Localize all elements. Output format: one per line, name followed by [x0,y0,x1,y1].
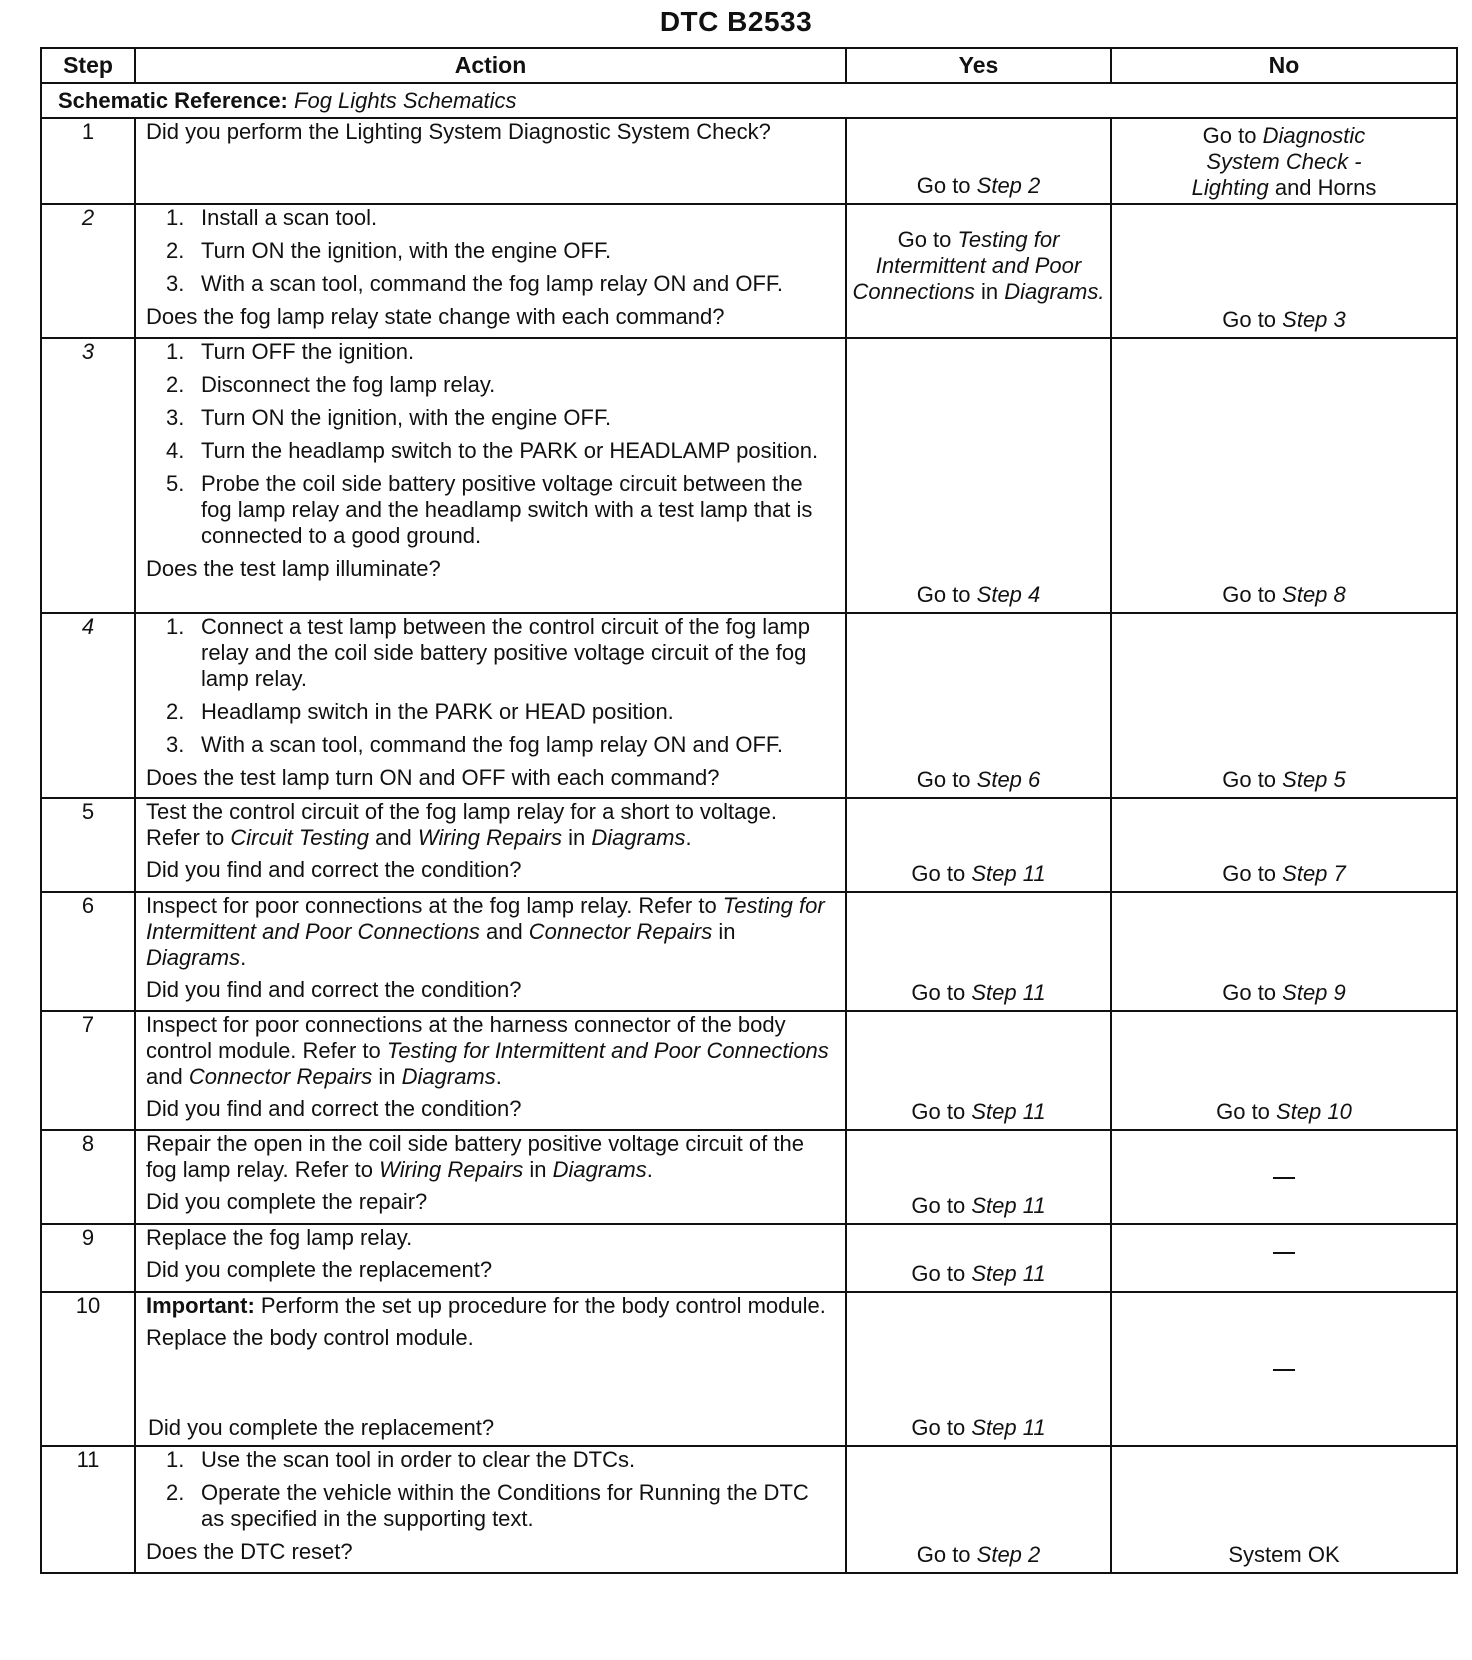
system-ok-text: System OK [1228,1542,1340,1567]
schematic-reference-label: Schematic Reference: [58,87,288,113]
goto-text: Go to [911,861,972,886]
goto-step-link: Step 9 [1282,980,1346,1005]
step-number [41,613,135,798]
reference-link: Wiring Repairs [379,1157,524,1182]
step-number-text: 3 [81,339,95,364]
goto-link: Lighting [1191,175,1269,200]
step-no [1111,892,1457,1011]
goto-step-link: Step 2 [976,173,1041,198]
step-action [135,338,846,613]
instruction-item: 2. Headlamp switch in the PARK or HEAD position. [166,699,674,724]
step-no [1111,1130,1457,1224]
step-question: Did you find and correct the condition? [146,1096,522,1121]
instruction-text: and [368,825,418,850]
instruction-text: Connect a test lamp between the control circuit of the fog lamp relay and the coil side battery positive voltage circuit of the fog lamp relay. [201,614,810,691]
step-number [41,204,135,338]
step-yes [846,204,1111,338]
instruction-item: 2. Turn ON the ignition, with the engine OFF. [166,238,612,263]
step-question: Did you find and correct the condition? [146,857,522,882]
instruction-text: Inspect for poor connections at the fog lamp relay. Refer to [146,893,723,918]
step-number-text: 4 [81,614,95,639]
goto-text: Go to [916,173,977,198]
instruction-text: Turn ON the ignition, with the engine OFF. [201,238,612,263]
step-question: Did you complete the repair? [146,1189,428,1214]
instruction-text: . [685,825,692,850]
step-no [1111,118,1457,204]
not-applicable-dash [1273,1177,1295,1179]
instruction-item: 3. With a scan tool, command the fog lamp relay ON and OFF. [166,271,784,296]
step-row-9 [41,1224,1457,1292]
step-yes [846,1011,1111,1130]
step-yes [846,1446,1111,1573]
goto-step-link: Step 11 [971,861,1046,886]
header-no: No [1111,48,1457,83]
page-title: DTC B2533 [659,6,813,37]
instruction-item: 2. Operate the vehicle within the Conditions for Running the DTC as specified in the supporting text. [166,1480,809,1531]
goto-link: Intermittent and Poor [875,252,1082,278]
goto-text: Go to [911,1261,972,1286]
step-number: 11 [41,1446,135,1573]
schematic-reference-row [41,83,1457,118]
goto-text: Go to [916,767,977,792]
reference-link: Diagrams [591,825,686,850]
goto-step-link: Step 10 [1276,1099,1352,1124]
step-number: 7 [41,1011,135,1130]
goto-step-link: Step 5 [1282,767,1346,792]
goto-link: Testing for [957,226,1060,252]
step-instructions [146,339,835,549]
step-instruction [146,1012,835,1090]
instruction-text: Repair the open in the coil side battery positive voltage circuit of the fog lamp relay. Refer to [146,1131,804,1182]
step-instructions [146,614,835,758]
step-question: Did you find and correct the condition? [146,977,522,1002]
step-question: Did you complete the replacement? [148,1415,495,1440]
step-no [1111,1446,1457,1573]
goto-step-link: Step 11 [971,980,1046,1005]
step-row-2 [41,204,1457,338]
instruction-text: Inspect for poor connections at the harness connector of the body control module. Refer to [146,1012,786,1063]
step-question: Did you perform the Lighting System Diagnostic System Check? [146,119,771,144]
instruction-text: Operate the vehicle within the Conditions for Running the DTC as specified in the supporting text. [201,1480,809,1531]
instruction-text: Turn OFF the ignition. [201,339,415,364]
goto-link: System Check - [1206,149,1362,174]
goto-step-link: Step 4 [976,582,1041,607]
step-question: Does the fog lamp relay state change with each command? [146,304,725,329]
goto-text: Go to [1222,767,1283,792]
step-row-1 [41,118,1457,204]
goto-text: Go to [897,226,958,252]
step-row-4 [41,613,1457,798]
step-action [135,1224,846,1292]
not-applicable-dash [1273,1252,1295,1254]
important-note [146,1293,835,1319]
important-label: Important: [146,1293,255,1318]
step-no [1111,338,1457,613]
instruction-text: in [561,825,592,850]
step-question: Did you complete the replacement? [146,1257,493,1282]
step-no [1111,204,1457,338]
step-action [135,798,846,892]
step-action [135,204,846,338]
diagnostic-table [40,47,1458,1574]
instruction-text: Turn the headlamp switch to the PARK or HEADLAMP position. [201,438,819,463]
schematic-reference [41,83,1457,118]
step-instructions [146,1447,835,1532]
reference-link: Diagrams [146,945,241,970]
instruction-item: 5. Probe the coil side battery positive voltage circuit between the fog lamp relay and the headlamp switch with a test lamp that is connected to a good ground. [166,471,813,548]
goto-text: Go to [911,1099,972,1124]
goto-text: Go to [1222,861,1283,886]
instruction-text: Test the control circuit of the fog lamp relay for a short to voltage. Refer to [146,799,777,850]
step-number: 5 [41,798,135,892]
goto-text: Go to [1222,980,1283,1005]
reference-link: Testing for Intermittent and Poor Connections [146,893,825,944]
instruction-text: in [523,1157,553,1182]
instruction-item: 1. Connect a test lamp between the control circuit of the fog lamp relay and the coil side battery positive voltage circuit of the fog lamp relay. [166,614,810,691]
step-row-10 [41,1292,1457,1446]
goto-text: Go to [916,582,977,607]
goto-link: Diagrams. [1004,278,1105,304]
instruction-text: Use the scan tool in order to clear the DTCs. [201,1447,636,1472]
step-number-text: 2 [81,205,95,230]
goto-text: Go to [911,980,972,1005]
step-action [135,1292,846,1446]
instruction-text: Turn ON the ignition, with the engine OFF. [201,405,612,430]
reference-link: Testing for Intermittent and Poor Connections [386,1038,829,1063]
step-action [135,613,846,798]
instruction-item: 1. Turn OFF the ignition. [166,339,415,364]
step-instruction [146,893,835,971]
instruction-text: Headlamp switch in the PARK or HEAD position. [201,699,674,724]
goto-text: Go to [1222,307,1283,332]
goto-step-link: Step 2 [976,1542,1041,1567]
step-no [1111,798,1457,892]
goto-text: Go to [1222,582,1283,607]
reference-link: Connector Repairs [528,919,713,944]
header-yes: Yes [846,48,1111,83]
goto-step-link: Step 6 [976,767,1041,792]
step-number: 1 [41,118,135,204]
step-instructions [146,205,835,297]
step-no [1111,1224,1457,1292]
instruction-text: in [372,1064,402,1089]
step-no [1111,1292,1457,1446]
step-action [135,892,846,1011]
header-step: Step [41,48,135,83]
goto-step-link: Step 11 [971,1193,1046,1218]
step-instruction: Replace the body control module. [146,1325,474,1350]
instruction-item: 4. Turn the headlamp switch to the PARK or HEADLAMP position. [166,438,819,463]
step-yes [846,118,1111,204]
step-question: Does the test lamp turn ON and OFF with each command? [146,765,720,790]
instruction-text: and [479,919,529,944]
step-yes [846,613,1111,798]
reference-link: Diagrams [401,1064,496,1089]
step-no [1111,1011,1457,1130]
goto-link: Diagnostic [1262,123,1366,148]
goto-text: Go to [911,1193,972,1218]
step-yes [846,892,1111,1011]
step-yes [846,1130,1111,1224]
step-row-6 [41,892,1457,1011]
goto-text: Go to [1202,123,1263,148]
goto-text: Go to [1216,1099,1277,1124]
instruction-item: 3. Turn ON the ignition, with the engine OFF. [166,405,612,430]
step-row-3 [41,338,1457,613]
step-row-11 [41,1446,1457,1573]
instruction-text: Disconnect the fog lamp relay. [201,372,496,397]
step-yes [846,338,1111,613]
instruction-item: 3. With a scan tool, command the fog lamp relay ON and OFF. [166,732,784,757]
reference-link: Connector Repairs [188,1064,373,1089]
step-number: 9 [41,1224,135,1292]
reference-link: Wiring Repairs [417,825,562,850]
instruction-text: . [240,945,247,970]
goto-step-link: Step 11 [971,1099,1046,1124]
goto-step-link: Step 11 [971,1261,1046,1286]
step-action [135,1446,846,1573]
step-action [135,1130,846,1224]
step-instruction [146,1131,835,1183]
step-number: 6 [41,892,135,1011]
step-row-8 [41,1130,1457,1224]
instruction-text: in [712,919,736,944]
schematic-reference-link: Fog Lights Schematics [294,87,517,113]
step-yes [846,1292,1111,1446]
step-number: 10 [41,1292,135,1446]
step-yes [846,1224,1111,1292]
goto-link: Connections [852,278,975,304]
step-action [135,118,846,204]
not-applicable-dash [1273,1369,1295,1371]
header-action: Action [135,48,846,83]
goto-step-link: Step 7 [1282,861,1346,886]
instruction-item: 1. Use the scan tool in order to clear the DTCs. [166,1447,636,1472]
reference-link: Circuit Testing [230,825,369,850]
step-question: Does the DTC reset? [146,1539,353,1564]
reference-link: Diagrams [552,1157,647,1182]
step-row-5 [41,798,1457,892]
instruction-text: With a scan tool, command the fog lamp relay ON and OFF. [201,271,784,296]
step-instruction: Replace the fog lamp relay. [146,1225,413,1250]
step-instruction [146,799,835,851]
important-text: Perform the set up procedure for the body control module. [254,1293,826,1318]
goto-text: Go to [916,1542,977,1567]
instruction-text: . [495,1064,502,1089]
step-action [135,1011,846,1130]
instruction-item: 1. Install a scan tool. [166,205,378,230]
step-no [1111,613,1457,798]
instruction-text: and [146,1064,189,1089]
goto-text: in [974,278,1005,304]
instruction-text: Install a scan tool. [201,205,378,230]
step-yes [846,798,1111,892]
goto-text: Go to [911,1415,972,1440]
instruction-item: 2. Disconnect the fog lamp relay. [166,372,496,397]
instruction-text: Probe the coil side battery positive voltage circuit between the fog lamp relay and the headlamp switch with a test lamp that is connected to a good ground. [201,471,813,548]
goto-step-link: Step 3 [1282,307,1346,332]
header-row [41,48,1457,83]
step-question: Does the test lamp illuminate? [146,556,441,581]
goto-step-link: Step 8 [1282,582,1346,607]
step-number [41,338,135,613]
step-number: 8 [41,1130,135,1224]
step-row-7 [41,1011,1457,1130]
instruction-text: . [646,1157,653,1182]
goto-text: and Horns [1268,175,1377,200]
goto-step-link: Step 11 [971,1415,1046,1440]
instruction-text: With a scan tool, command the fog lamp relay ON and OFF. [201,732,784,757]
